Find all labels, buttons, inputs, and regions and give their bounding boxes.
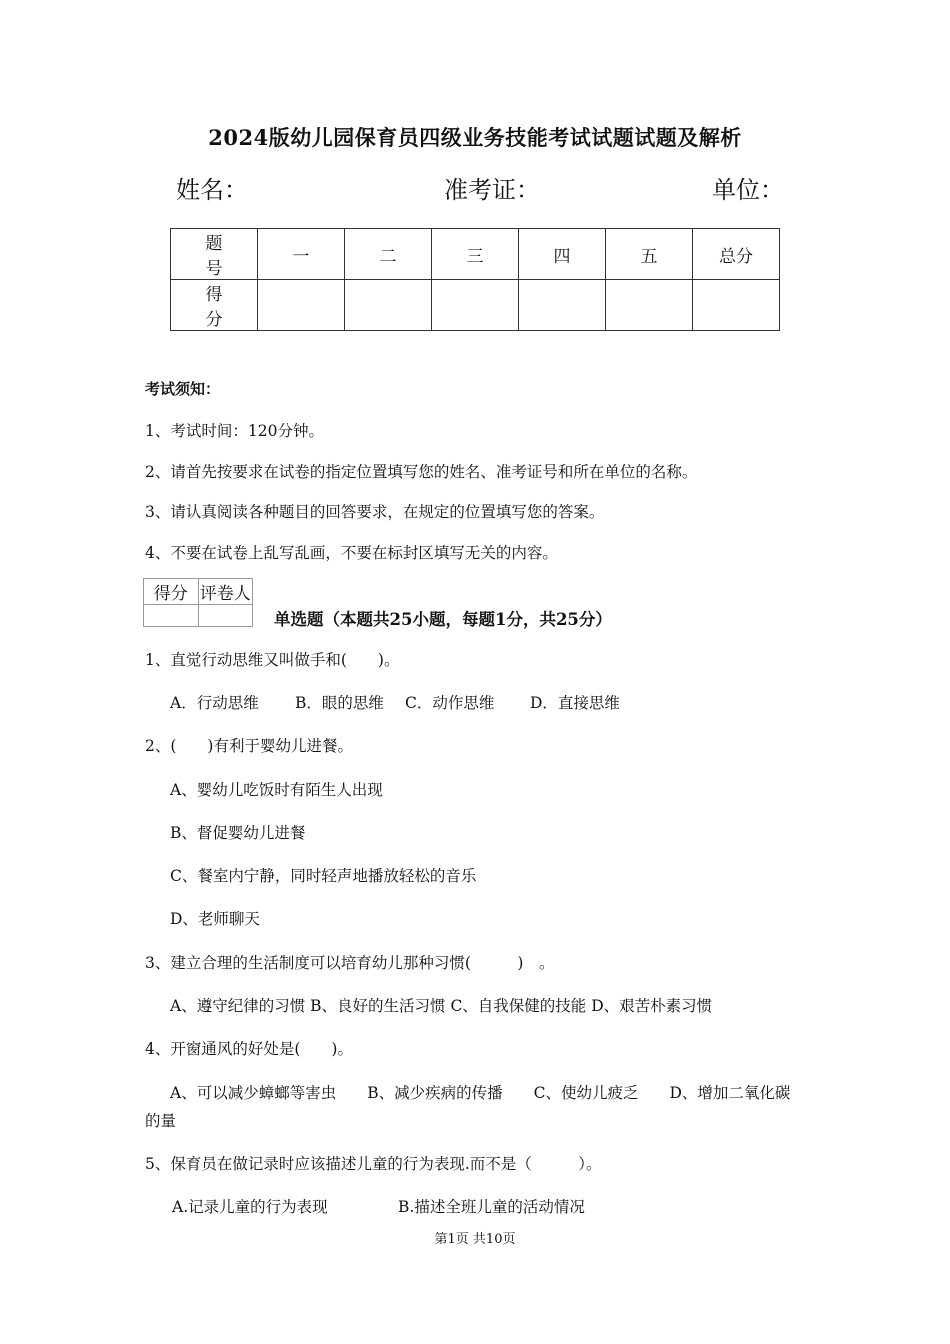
score-table-header-cell: 四 <box>519 229 606 280</box>
score-table-header-cell: 总分 <box>693 229 780 280</box>
notice-item: 3、请认真阅读各种题目的回答要求，在规定的位置填写您的答案。 <box>145 503 605 521</box>
notice-title: 考试须知： <box>145 380 221 398</box>
question-options-continuation: 的量 <box>145 1112 177 1130</box>
unit-field-label: 单位： <box>712 176 784 204</box>
notice-item: 4、不要在试卷上乱写乱画，不要在标封区填写无关的内容。 <box>145 544 558 562</box>
question-options-line: A、遵守纪律的习惯 B、良好的生活习惯 C、自我保健的技能 D、艰苦朴素习惯 <box>170 997 713 1015</box>
score-table-header-cell: 三 <box>432 229 519 280</box>
question-option: B．眼的思维 <box>295 694 384 712</box>
question-option: B、督促婴幼儿进餐 <box>170 824 306 842</box>
score-table <box>170 228 780 331</box>
question-stem: 2、( )有利于婴幼儿进餐。 <box>145 737 353 755</box>
score-table-header-cell: 二 <box>345 229 432 280</box>
score-table-header-cell: 题 号 <box>171 229 258 280</box>
score-table-header-row <box>171 229 780 280</box>
name-field-label: 姓名： <box>176 176 248 204</box>
document-title: 2024版幼儿园保育员四级业务技能考试试题试题及解析 <box>208 125 742 150</box>
grader-score-label: 得分 <box>144 579 199 605</box>
question-options-line: A、可以减少蟑螂等害虫 B、减少疾病的传播 C、使幼儿疲乏 D、增加二氧化碳 <box>170 1084 791 1102</box>
question-stem: 3、建立合理的生活制度可以培育幼儿那种习惯( ) 。 <box>145 954 555 972</box>
score-table-header-cell: 一 <box>258 229 345 280</box>
grader-score-cell[interactable] <box>144 605 199 627</box>
grader-box <box>143 578 253 627</box>
exam-id-field-label: 准考证： <box>444 176 540 204</box>
score-cell[interactable] <box>345 280 432 331</box>
question-option: A．行动思维 <box>170 694 259 712</box>
question-stem: 1、直觉行动思维又叫做手和( )。 <box>145 651 400 669</box>
section-title: 单选题（本题共25小题，每题1分，共25分） <box>274 610 612 629</box>
question-option: C、餐室内宁静，同时轻声地播放轻松的音乐 <box>170 867 477 885</box>
page-footer: 第1页 共10页 <box>434 1232 516 1247</box>
question-option: D．直接思维 <box>530 694 620 712</box>
score-cell[interactable] <box>519 280 606 331</box>
grader-name-cell[interactable] <box>198 605 253 627</box>
question-option: A、婴幼儿吃饭时有陌生人出现 <box>170 781 383 799</box>
question-option: D、老师聊天 <box>170 910 260 928</box>
score-table-score-row <box>171 280 780 331</box>
score-table-header-cell: 五 <box>606 229 693 280</box>
question-stem: 4、开窗通风的好处是( )。 <box>145 1040 353 1058</box>
score-row-label: 得 分 <box>171 280 258 331</box>
grader-name-label: 评卷人 <box>198 579 253 605</box>
question-option: C．动作思维 <box>405 694 495 712</box>
question-option: A.记录儿童的行为表现 <box>172 1198 328 1216</box>
question-stem: 5、保育员在做记录时应该描述儿童的行为表现.而不是（ ）。 <box>145 1155 602 1173</box>
score-cell[interactable] <box>693 280 780 331</box>
notice-item: 1、考试时间：120分钟。 <box>145 422 324 440</box>
score-cell[interactable] <box>432 280 519 331</box>
score-cell[interactable] <box>258 280 345 331</box>
notice-item: 2、请首先按要求在试卷的指定位置填写您的姓名、准考证号和所在单位的名称。 <box>145 463 698 481</box>
score-cell[interactable] <box>606 280 693 331</box>
question-option: B.描述全班儿童的活动情况 <box>398 1198 585 1216</box>
